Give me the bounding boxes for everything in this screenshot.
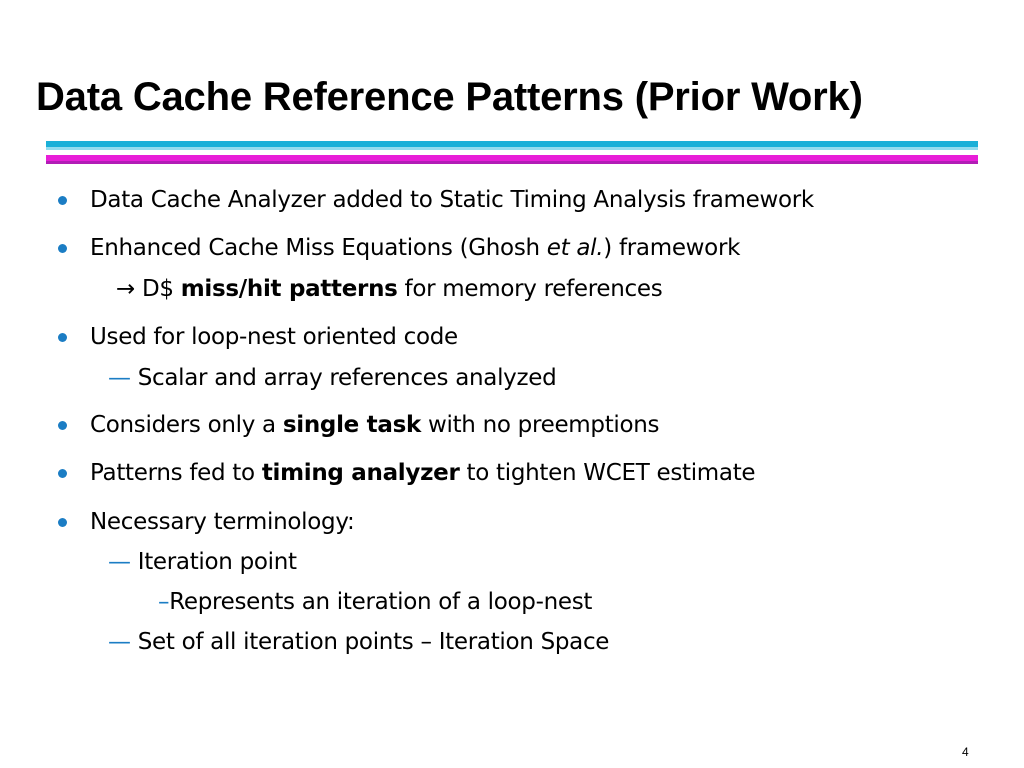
title-rule-purple bbox=[46, 161, 978, 164]
sub-item-iteration-space: — Set of all iteration points – Iteration Space bbox=[108, 629, 610, 655]
bullet-dot-icon bbox=[58, 518, 67, 527]
page-number: 4 bbox=[962, 745, 969, 759]
bullet-item-3: Used for loop-nest oriented code bbox=[90, 324, 458, 350]
dash-icon: – bbox=[158, 589, 170, 615]
dash-icon: — bbox=[108, 549, 131, 575]
bullet-item-1: Data Cache Analyzer added to Static Timing Analysis framework bbox=[90, 187, 814, 213]
dash-icon: — bbox=[108, 629, 131, 655]
subsub-item-represents: –Represents an iteration of a loop-nest bbox=[158, 589, 593, 615]
bullet-item-6: Necessary terminology: bbox=[90, 509, 355, 535]
sub-item-patterns: → D$ miss/hit patterns for memory references bbox=[116, 276, 663, 302]
bullet-item-2: Enhanced Cache Miss Equations (Ghosh et al.) framework bbox=[90, 235, 741, 261]
bullet-dot-icon bbox=[58, 196, 67, 205]
slide-title: Data Cache Reference Patterns (Prior Work) bbox=[36, 75, 863, 119]
right-arrow-icon: → bbox=[116, 276, 135, 302]
sub-item-scalar: — Scalar and array references analyzed bbox=[108, 365, 557, 391]
dash-icon: — bbox=[108, 365, 131, 391]
bullet-dot-icon bbox=[58, 421, 67, 430]
bullet-item-4: Considers only a single task with no preemptions bbox=[90, 412, 660, 438]
bullet-item-5: Patterns fed to timing analyzer to tighten WCET estimate bbox=[90, 460, 756, 486]
bullet-dot-icon bbox=[58, 244, 67, 253]
sub-item-iteration-point: — Iteration point bbox=[108, 549, 297, 575]
title-rule-cyan-light bbox=[46, 147, 978, 150]
bullet-dot-icon bbox=[58, 469, 67, 478]
bullet-dot-icon bbox=[58, 333, 67, 342]
